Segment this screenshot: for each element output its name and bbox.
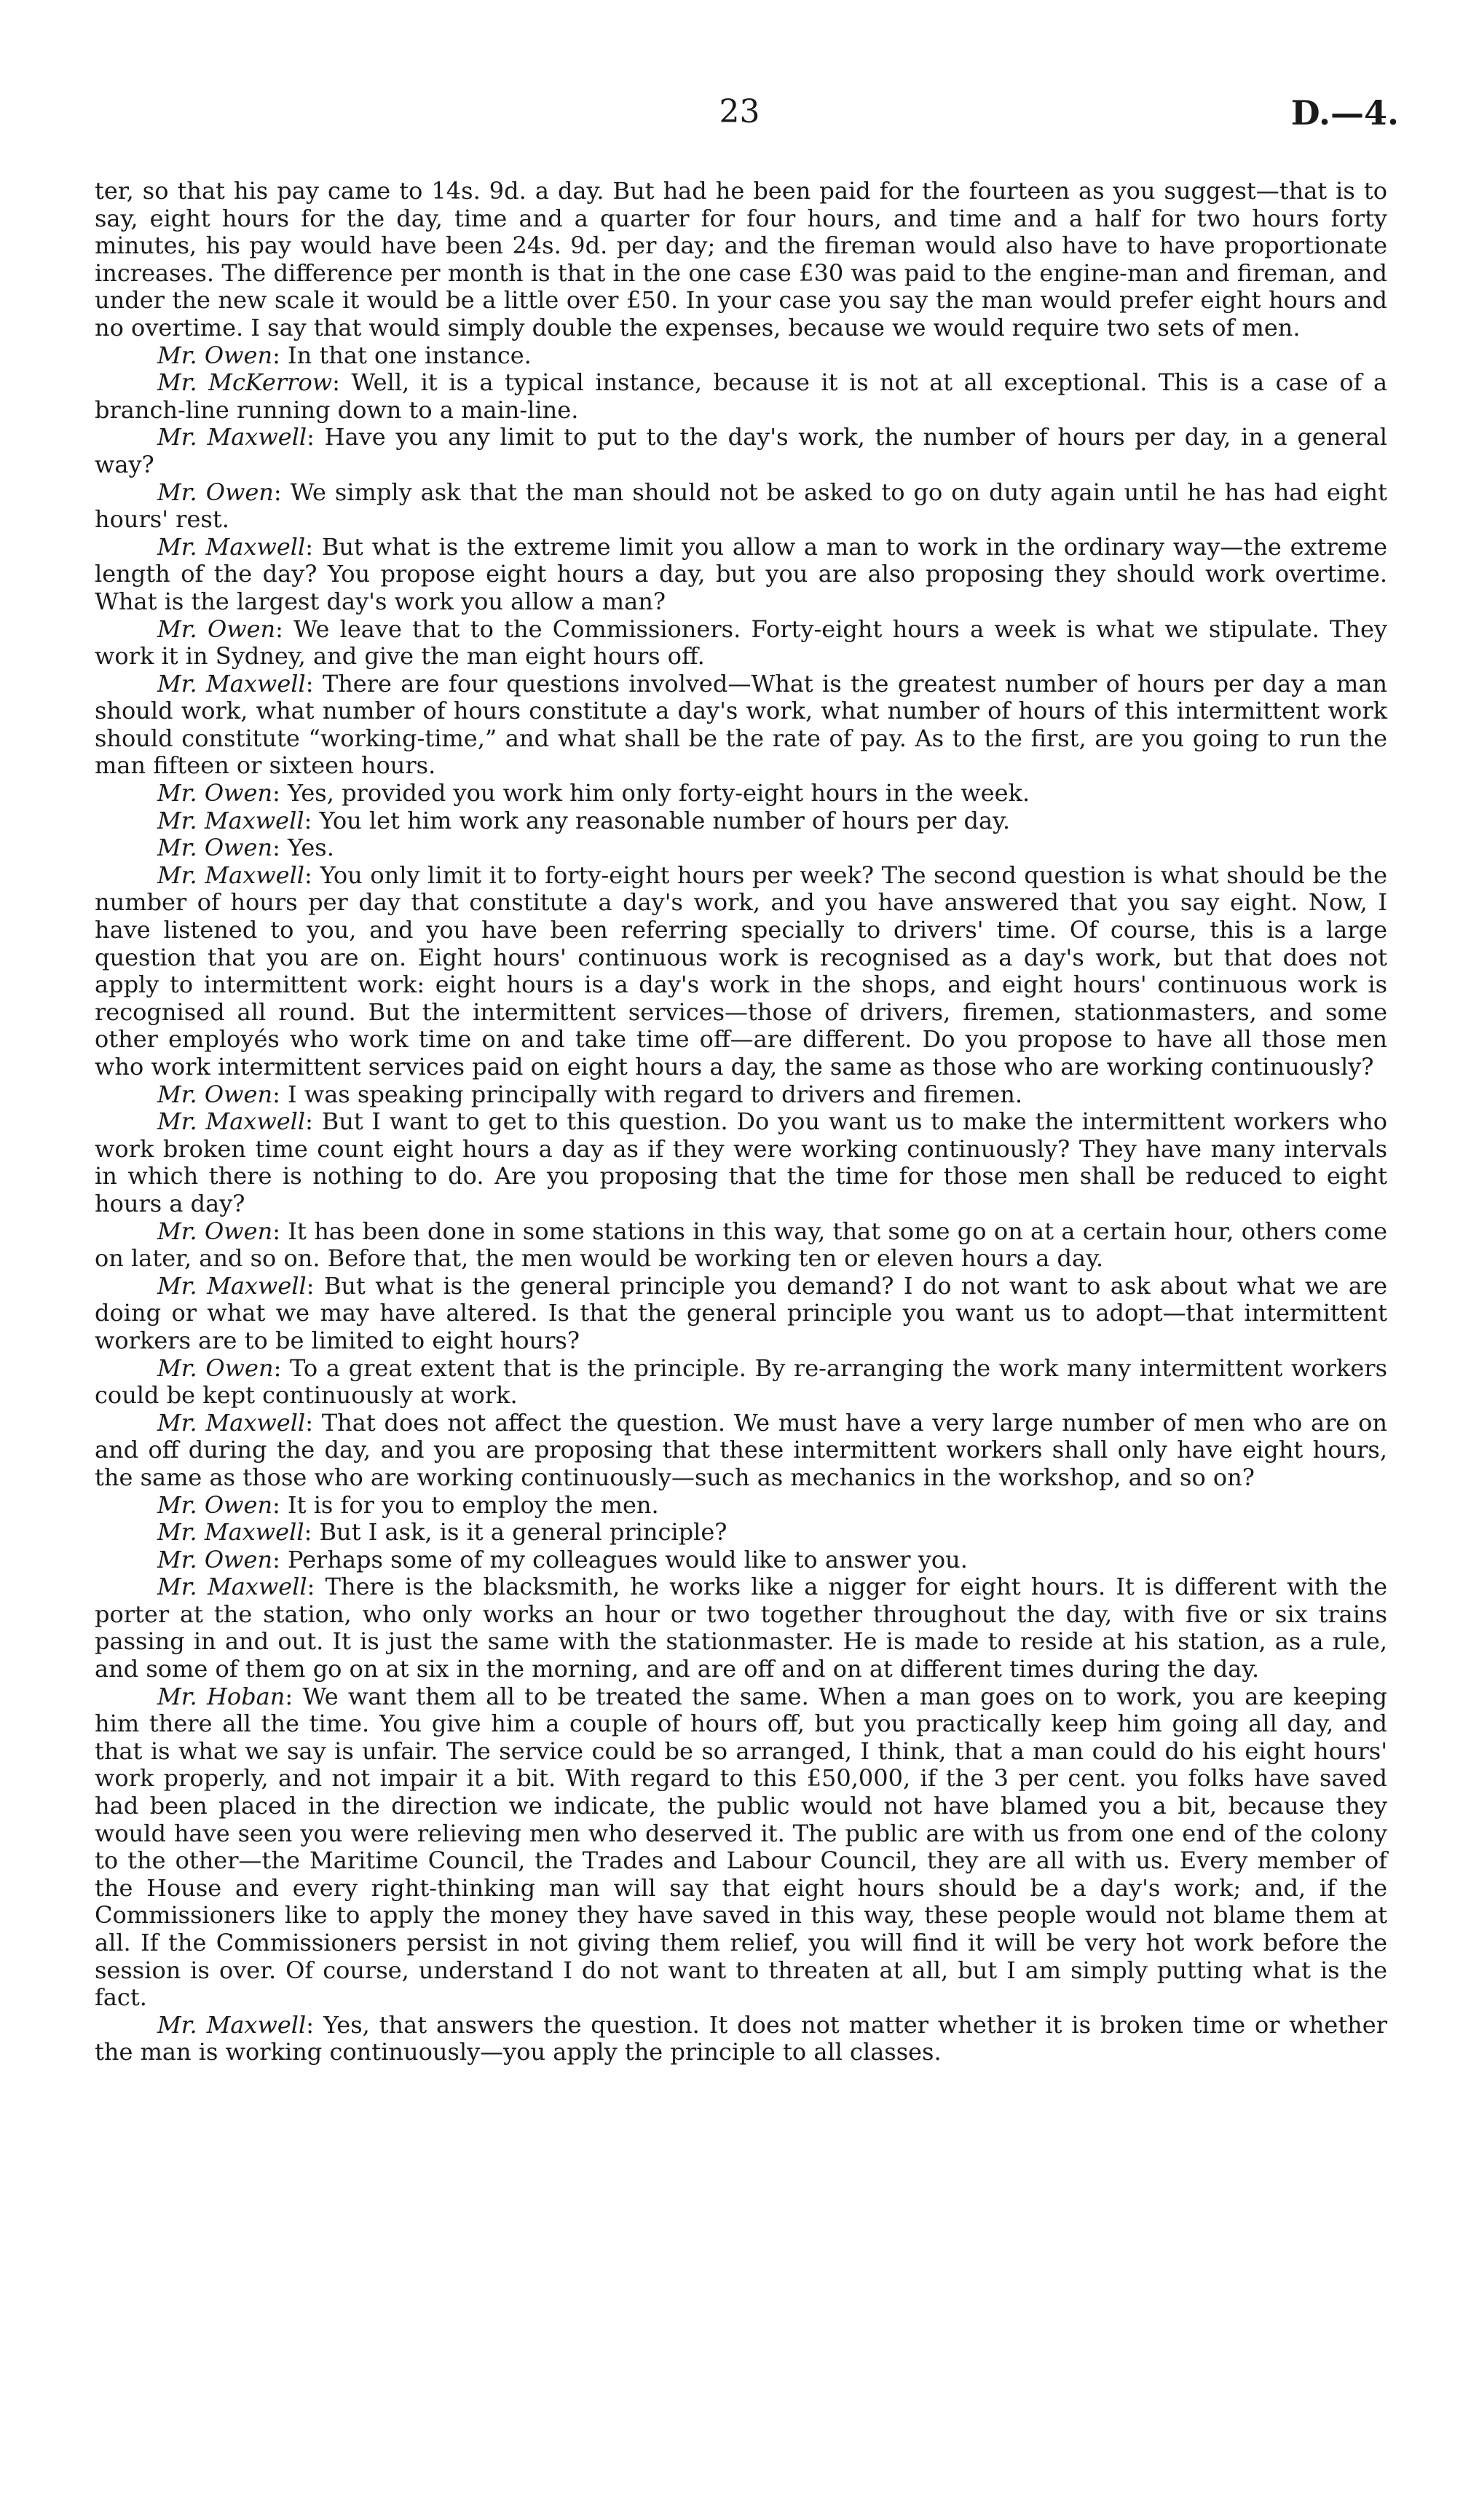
speaker-name: Mr. Owen (157, 478, 274, 506)
paragraph-text: Have you any limit to put to the day's work, the number of hours per day, in a general way? (95, 423, 1388, 478)
paragraph-text: There is the blacksmith, he works like a nigger for eight hours. It is different with the porter at the station, who only works an hour or two together throughout the day, with five or six trains passing in and out. It is just the same with the stationmaster. He is made to reside at his station, as a rule, and some of them go on at six in the morning, and are off and on at different times during the day. (95, 1573, 1388, 1683)
transcript-paragraph: Mr. Maxwell: But what is the extreme limit you allow a man to work in the ordinary way—the extreme length of the day? You propose eight hours a day, but you are also proposing they should work overtime. What is the largest day's work you allow a man? (95, 532, 1388, 615)
transcript-paragraph: Mr. Owen: We leave that to the Commissioners. Forty-eight hours a week is what we stipulate. They work it in Sydney, and give the man eight hours off. (95, 615, 1388, 671)
speaker-name: Mr. Owen (157, 779, 273, 807)
transcript-paragraph: Mr. Owen: It has been done in some stations in this way, that some go on at a certain hour, others come on later, and so on. Before that, the men would be working ten or eleven hours a day. (95, 1217, 1388, 1273)
paragraph-text: We leave that to the Commissioners. Forty-eight hours a week is what we stipulate. They work it in Sydney, and give the man eight hours off. (95, 615, 1388, 671)
paragraph-text: But I want to get to this question. Do you want us to make the intermittent workers who work broken time count eight hours a day as if they were working continuously? They have many intervals in which there is nothing to do. Are you proposing that the time for those men shall be reduced to eight hours a day? (95, 1107, 1388, 1217)
speaker-name: Mr. Maxwell (157, 2010, 307, 2039)
speaker-name: Mr. Maxwell (157, 1107, 306, 1136)
transcript-paragraph: Mr. Maxwell: There are four questions involved—What is the greatest number of hours per day a man should work, what number of hours constitute a day's work, what number of hours of this intermittent work should constitute “working-time,” and what shall be the rate of pay. As to the first, are you going to run the man fifteen or sixteen hours. (95, 669, 1388, 780)
speaker-name: Mr. Maxwell (157, 423, 307, 451)
paragraph-text: I was speaking principally with regard to drivers and firemen. (288, 1080, 1022, 1108)
paragraph-text: Yes. (288, 834, 334, 862)
speaker-name: Mr. Maxwell (157, 1408, 306, 1437)
transcript-body (95, 178, 1387, 2066)
speaker-name: Mr. McKerrow (157, 368, 333, 397)
speaker-name: Mr. Maxwell (157, 1573, 307, 1601)
page-header (0, 93, 1479, 144)
document-code: D.—4. (1290, 93, 1399, 133)
transcript-paragraph: Mr. Maxwell: Have you any limit to put to the day's work, the number of hours per day, in a general way? (95, 423, 1388, 478)
transcript-paragraph: Mr. McKerrow: Well, it is a typical instance, because it is not at all exceptional. This is a case of a branch-line running down to a main-line. (95, 368, 1388, 424)
speaker-name: Mr. Maxwell (157, 806, 304, 834)
speaker-name: Mr. Owen (157, 615, 276, 643)
transcript-paragraph: Mr. Maxwell: There is the blacksmith, he works like a nigger for eight hours. It is different with the porter at the station, who only works an hour or two together throughout the day, with five or six trains passing in and out. It is just the same with the stationmaster. He is made to reside at his station, as a rule, and some of them go on at six in the morning, and are off and on at different times during the day. (95, 1573, 1388, 1683)
speaker-name: Mr. Maxwell (157, 861, 305, 889)
speaker-name: Mr. Owen (157, 1080, 273, 1108)
transcript-paragraph: Mr. Maxwell: Yes, that answers the question. It does not matter whether it is broken time or whether the man is working continuously—you apply the principle to all classes. (95, 2010, 1388, 2066)
paragraph-text: ter, so that his pay came to 14s. 9d. a day. But had he been paid for the fourteen as you suggest—that is to say, eight hours for the day, time and a quarter for four hours, and time and a half for two hours forty minutes, his pay would have been 24s. 9d. per day; and the fireman would also have to have proportionate increases. The difference per month is that in the one case £30 was paid to the engine-man and fireman, and under the new scale it would be a little over £50. In your case you say the man would prefer eight hours and no overtime. I say that would simply double the expenses, because we would require two sets of men. (95, 177, 1387, 341)
paragraph-text: There are four questions involved—What is the greatest number of hours per day a man should work, what number of hours constitute a day's work, what number of hours of this intermittent work should constitute “working-time,” and what shall be the rate of pay. As to the first, are you going to run the man fifteen or sixteen hours. (95, 669, 1388, 780)
transcript-paragraph: Mr. Owen: Perhaps some of my colleagues would like to answer you. (157, 1545, 968, 1573)
transcript-paragraph: Mr. Owen: It is for you to employ the men. (157, 1490, 659, 1519)
paragraph-text: But what is the general principle you demand? I do not want to ask about what we are doing or what we may have altered. Is that the general principle you want us to adopt—that intermittent workers are to be limited to eight hours? (95, 1271, 1388, 1354)
speaker-name: Mr. Maxwell (157, 1518, 304, 1547)
speaker-name: Mr. Owen (157, 1545, 273, 1573)
paragraph-text: Well, it is a typical instance, because it is not at all exceptional. This is a case of a branch-line running down to a main-line. (95, 368, 1388, 424)
transcript-paragraph: Mr. Maxwell: You let him work any reasonable number of hours per day. (157, 806, 1011, 834)
transcript-paragraph: Mr. Maxwell: But I ask, is it a general principle? (157, 1518, 727, 1547)
transcript-paragraph: Mr. Owen: In that one instance. (157, 341, 532, 369)
transcript-paragraph: Mr. Owen: We simply ask that the man should not be asked to go on duty again until he has had eight hours' rest. (95, 478, 1388, 534)
transcript-paragraph: Mr. Maxwell: That does not affect the question. We must have a very large number of men who are on and off during the day, and you are proposing that these intermittent workers shall only have eight hours, the same as those who are working continuously—such as mechanics in the workshop, and so on? (95, 1408, 1388, 1491)
transcript-paragraph: Mr. Owen: Yes, provided you work him only forty-eight hours in the week. (157, 779, 1030, 807)
speaker-name: Mr. Owen (157, 1490, 273, 1519)
page-number: 23 (719, 93, 760, 130)
paragraph-text: You let him work any reasonable number of hours per day. (319, 806, 1011, 834)
paragraph-text: Yes, that answers the question. It does not matter whether it is broken time or whether the man is working continuously—you apply the principle to all classes. (95, 2010, 1388, 2066)
transcript-paragraph: Mr. Maxwell: But what is the general principle you demand? I do not want to ask about what we are doing or what we may have altered. Is that the general principle you want us to adopt—that intermittent workers are to be limited to eight hours? (95, 1271, 1388, 1354)
speaker-name: Mr. Owen (157, 1354, 274, 1382)
paragraph-text: In that one instance. (288, 341, 532, 369)
paragraph-text: Perhaps some of my colleagues would like to answer you. (288, 1545, 968, 1573)
speaker-name: Mr. Maxwell (157, 669, 306, 698)
paragraph-text: Yes, provided you work him only forty-eight hours in the week. (288, 779, 1030, 807)
transcript-paragraph: Mr. Maxwell: You only limit it to forty-eight hours per week? The second question is what should be the number of hours per day that constitute a day's work, and you have answered that you say eight. Now, I have listened to you, and you have been referring specially to drivers' time. Of course, this is a large question that you are on. Eight hours' continuous work is recognised as a day's work, but that does not apply to intermittent work: eight hours is a day's work in the shops, and eight hours' continuous work is recognised all round. But the intermittent services—those of drivers, firemen, stationmasters, and some other employés who work time on and take time off—are different. Do you propose to have all those men who work intermittent services paid on eight hours a day, the same as those who are working continuously? (95, 861, 1388, 1081)
transcript-paragraph: Mr. Owen: To a great extent that is the principle. By re-arranging the work many intermittent workers could be kept continuously at work. (95, 1354, 1388, 1410)
transcript-paragraph (95, 178, 1387, 342)
paragraph-text: You only limit it to forty-eight hours per week? The second question is what should be the number of hours per day that constitute a day's work, and you have answered that you say eight. Now, I have listened to you, and you have been referring specially to drivers' time. Of course, this is a large question that you are on. Eight hours' continuous work is recognised as a day's work, but that does not apply to intermittent work: eight hours is a day's work in the shops, and eight hours' continuous work is recognised all round. But the intermittent services—those of drivers, firemen, stationmasters, and some other employés who work time on and take time off—are different. Do you propose to have all those men who work intermittent services paid on eight hours a day, the same as those who are working continuously? (95, 861, 1388, 1081)
speaker-name: Mr. Maxwell (157, 1271, 307, 1300)
speaker-name: Mr. Owen (157, 834, 273, 862)
paragraph-text: But I ask, is it a general principle? (319, 1518, 727, 1547)
speaker-name: Mr. Owen (157, 1217, 273, 1245)
paragraph-text: We simply ask that the man should not be asked to go on duty again until he has had eight hours' rest. (95, 478, 1388, 534)
transcript-paragraph: Mr. Hoban: We want them all to be treated the same. When a man goes on to work, you are keeping him there all the time. You give him a couple of hours off, but you practically keep him going all day, and that is what we say is unfair. The service could be so arranged, I think, that a man could do his eight hours' work properly, and not impair it a bit. With regard to this £50,000, if the 3 per cent. you folks have saved had been placed in the direction we indicate, the public would not have blamed you a bit, because they would have seen you were relieving men who deserved it. The public are with us from one end of the colony to the other—the Maritime Council, the Trades and Labour Council, they are all with us. Every member of the House and every right-thinking man will say that eight hours should be a day's work; and, if the Commissioners like to apply the money they have saved in this way, these people would not blame them at all. If the Commissioners persist in not giving them relief, you will find it will be very hot work before the session is over. Of course, understand I do not want to threaten at all, but I am simply putting what is the fact. (95, 1682, 1388, 2012)
speaker-name: Mr. Hoban (157, 1682, 285, 1710)
paragraph-text: It is for you to employ the men. (288, 1490, 659, 1519)
transcript-paragraph: Mr. Owen: Yes. (157, 834, 334, 862)
paragraph-text: That does not affect the question. We must have a very large number of men who are on and off during the day, and you are proposing that these intermittent workers shall only have eight hours, the same as those who are working continuously—such as mechanics in the workshop, and so on? (95, 1408, 1388, 1491)
paragraph-text: To a great extent that is the principle. By re-arranging the work many intermittent workers could be kept continuously at work. (95, 1354, 1388, 1410)
paragraph-text: It has been done in some stations in this way, that some go on at a certain hour, others come on later, and so on. Before that, the men would be working ten or eleven hours a day. (95, 1217, 1388, 1273)
speaker-name: Mr. Owen (157, 341, 273, 369)
transcript-paragraph: Mr. Owen: I was speaking principally with regard to drivers and firemen. (157, 1080, 1022, 1108)
paragraph-text: But what is the extreme limit you allow a man to work in the ordinary way—the extreme length of the day? You propose eight hours a day, but you are also proposing they should work overtime. What is the largest day's work you allow a man? (95, 532, 1388, 615)
transcript-paragraph: Mr. Maxwell: But I want to get to this question. Do you want us to make the intermittent workers who work broken time count eight hours a day as if they were working continuously? They have many intervals in which there is nothing to do. Are you proposing that the time for those men shall be reduced to eight hours a day? (95, 1107, 1388, 1217)
speaker-name: Mr. Maxwell (157, 532, 306, 561)
paragraph-text: We want them all to be treated the same. When a man goes on to work, you are keeping him there all the time. You give him a couple of hours off, but you practically keep him going all day, and that is what we say is unfair. The service could be so arranged, I think, that a man could do his eight hours' work properly, and not impair it a bit. With regard to this £50,000, if the 3 per cent. you folks have saved had been placed in the direction we indicate, the public would not have blamed you a bit, because they would have seen you were relieving men who deserved it. The public are with us from one end of the colony to the other—the Maritime Council, the Trades and Labour Council, they are all with us. Every member of the House and every right-thinking man will say that eight hours should be a day's work; and, if the Commissioners like to apply the money they have saved in this way, these people would not blame them at all. If the Commissioners persist in not giving them relief, you will find it will be very hot work before the session is over. Of course, understand I do not want to threaten at all, but I am simply putting what is the fact. (95, 1682, 1388, 2012)
